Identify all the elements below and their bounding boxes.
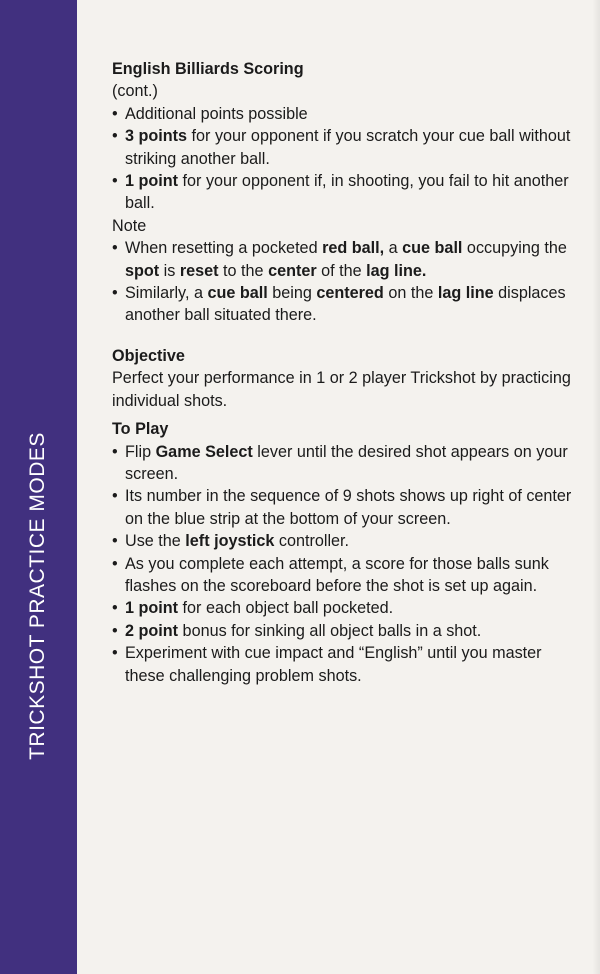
note1-text-6: of the bbox=[316, 261, 367, 280]
i1-bold: Game Select bbox=[155, 442, 253, 461]
note2-bold-1: cue ball bbox=[207, 284, 268, 303]
i2-text: Its number in the sequence of 9 shots shows up right of center on the blue strip at the bottom of your screen. bbox=[125, 487, 572, 528]
i4-text: As you complete each attempt, a score for those balls sunk flashes on the scoreboard before the shot is set up again. bbox=[125, 554, 549, 595]
note1-bold-2: cue ball bbox=[402, 239, 463, 258]
to-play-item-sequence bbox=[112, 485, 572, 530]
score-sub-item-1-point bbox=[112, 597, 572, 619]
sub-item-3-points bbox=[112, 125, 572, 170]
additional-points-item bbox=[112, 103, 572, 125]
note2-text-2: being bbox=[267, 284, 317, 303]
s1-bold: 1 point bbox=[125, 599, 179, 618]
sub-item-1-point bbox=[112, 170, 572, 215]
i3-bold: left joystick bbox=[185, 532, 275, 551]
to-play-item-game-select bbox=[112, 441, 572, 486]
note1-bold-4: reset bbox=[179, 261, 219, 280]
sub-item-1-point-bold: 1 point bbox=[125, 172, 179, 191]
note1-bold-3: spot bbox=[125, 261, 160, 280]
i3-text-1: Use the bbox=[125, 532, 186, 551]
to-play-item-joystick bbox=[112, 530, 572, 552]
section-tab-label: TRICKSHOT PRACTICE MODES bbox=[26, 432, 49, 760]
objective-text: Perfect your performance in 1 or 2 player Trickshot by practicing individual shots. bbox=[112, 369, 571, 410]
s2-bold: 2 point bbox=[125, 621, 179, 640]
page-edge-shadow bbox=[592, 0, 600, 974]
note1-text-1: When resetting a pocketed bbox=[125, 239, 323, 258]
note2-text-1: Similarly, a bbox=[125, 284, 208, 303]
score-sub-item-2-point bbox=[112, 620, 572, 642]
note1-bold-1: red ball, bbox=[322, 239, 385, 258]
note1-text-2: a bbox=[384, 239, 403, 258]
s1-text: for each object ball pocketed. bbox=[178, 599, 394, 618]
objective-heading: Objective bbox=[112, 346, 185, 365]
additional-points-text: Additional points possible bbox=[125, 104, 308, 123]
to-play-item-experiment bbox=[112, 642, 572, 687]
page-content bbox=[112, 58, 572, 687]
to-play-heading: To Play bbox=[112, 420, 169, 439]
note1-bold-6: lag line. bbox=[366, 261, 427, 280]
i1-text-1: Flip bbox=[125, 442, 156, 461]
note2-bold-2: centered bbox=[316, 284, 384, 303]
to-play-item-score bbox=[112, 553, 572, 598]
note-item-reset bbox=[112, 237, 572, 282]
note-label: Note bbox=[112, 216, 147, 235]
note-item-centered bbox=[112, 282, 572, 327]
s2-text: bonus for sinking all object balls in a shot. bbox=[178, 621, 482, 640]
sub-item-1-point-text: for your opponent if, in shooting, you fail to hit another ball. bbox=[125, 172, 569, 213]
note1-bold-5: center bbox=[268, 261, 317, 280]
i1-text-2: lever until the desired shot appears on your screen. bbox=[125, 442, 568, 483]
i3-text-2: controller. bbox=[274, 532, 350, 551]
sub-item-3-points-bold: 3 points bbox=[125, 127, 188, 146]
note1-text-5: to the bbox=[218, 261, 269, 280]
i5-text: Experiment with cue impact and “English” until you master these challenging problem shots. bbox=[125, 644, 542, 685]
sidebar-band bbox=[0, 0, 77, 974]
note2-text-3: on the bbox=[383, 284, 438, 303]
note2-text-4: displaces another ball situated there. bbox=[125, 284, 566, 325]
scoring-cont: (cont.) bbox=[112, 82, 158, 101]
note2-bold-3: lag line bbox=[437, 284, 494, 303]
note1-text-4: is bbox=[159, 261, 180, 280]
scoring-heading: English Billiards Scoring bbox=[112, 60, 304, 78]
note1-text-3: occupying the bbox=[462, 239, 567, 258]
sub-item-3-points-text: for your opponent if you scratch your cue ball without striking another ball. bbox=[125, 127, 571, 168]
